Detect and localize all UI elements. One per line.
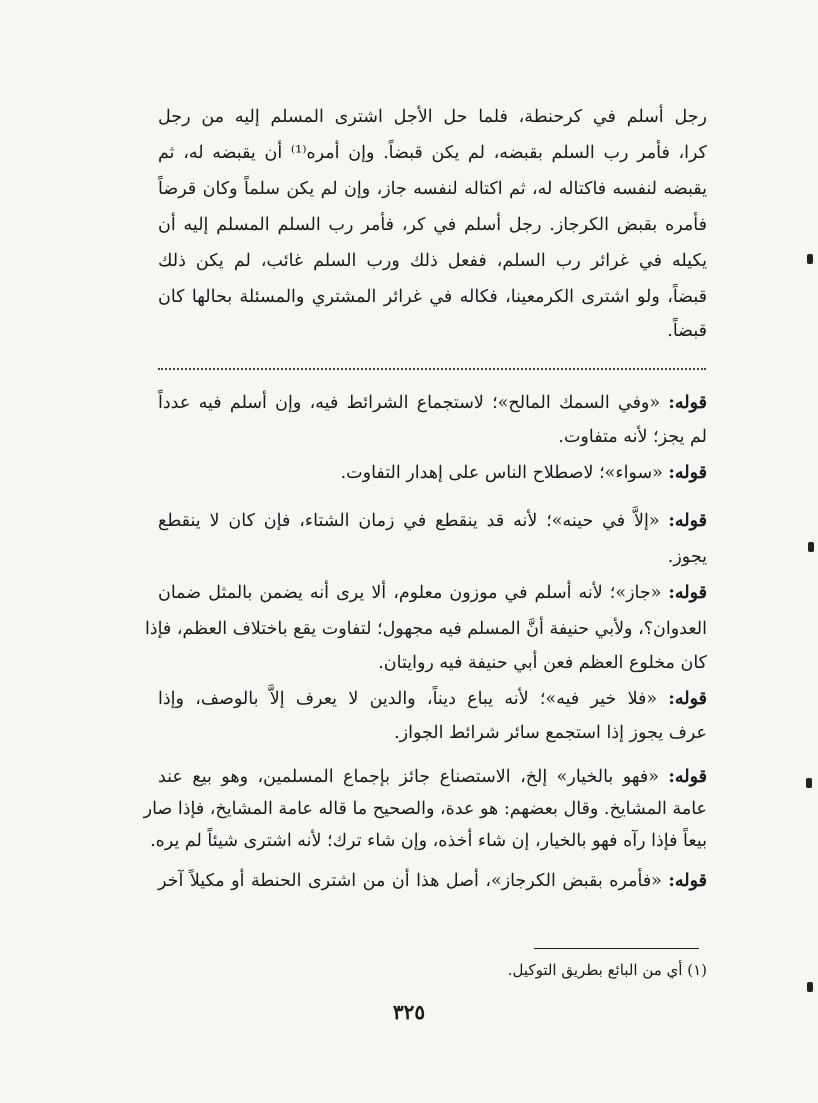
commentary-text: يجوز. bbox=[667, 547, 707, 567]
commentary-text: «سواء»؛ لاصطلاح الناس على إهدار التفاوت. bbox=[340, 463, 669, 483]
commentary-text: «وفي السمك المالح»؛ لاستجماع الشرائط فيه، وإن أسلم فيه عدداً bbox=[158, 393, 669, 413]
commentary-line bbox=[150, 830, 707, 852]
commentary-line bbox=[378, 652, 707, 674]
commentary-line bbox=[158, 688, 707, 710]
commentary-text: «جاز»؛ لأنه أسلم في موزون معلوم، ألا يرى أنه يضمن بالمثل ضمان bbox=[158, 583, 669, 603]
commentary-keyword: قوله: bbox=[668, 767, 707, 787]
commentary-line bbox=[158, 510, 707, 532]
commentary-text: عامة المشايخ. وقال بعضهم: هو عدة، والصحيح ما قاله عامة المشايخ، فإذا صار bbox=[143, 799, 707, 819]
commentary-keyword: قوله: bbox=[668, 689, 707, 709]
main-text-line: كرا، فأمر رب السلم بقبضه، لم يكن قبضاً. وإن أمره⁽¹⁾ أن يقبضه له، ثم bbox=[158, 143, 707, 163]
commentary-keyword: قوله: bbox=[668, 871, 707, 891]
scan-mark bbox=[807, 982, 813, 992]
commentary-text: «فأمره بقبض الكرجاز»، أصل هذا أن من اشترى الحنطة أو مكيلاً آخر bbox=[158, 871, 669, 891]
commentary-text: العدوان؟، ولأبي حنيفة أنَّ المسلم فيه مجهول؛ لتفاوت يقع باختلاف العظم، فإذا bbox=[144, 619, 707, 639]
commentary-text: بيعاً فإذا رآه فهو بالخيار، إن شاء أخذه، وإن شاء ترك؛ لأنه اشترى شيئاً لم يره. bbox=[150, 831, 707, 851]
scan-mark bbox=[806, 778, 812, 788]
main-text-line: يقبضه لنفسه فاكتاله له، ثم اكتاله لنفسه جاز، وإن لم يكن سلماً وكان قرضاً bbox=[158, 179, 707, 199]
main-text-line: يكيله في غرائر رب السلم، ففعل ذلك ورب السلم غائب، لم يكن ذلك bbox=[158, 251, 707, 271]
commentary-line bbox=[143, 798, 707, 820]
commentary-text: لم يجز؛ لأنه متفاوت. bbox=[558, 427, 707, 447]
commentary-line bbox=[158, 766, 707, 788]
page-number: ٣٢٥ bbox=[392, 1000, 426, 1024]
commentary-line bbox=[144, 618, 707, 640]
commentary-text: «إلاَّ في حينه»؛ لأنه قد ينقطع في زمان الشتاء، فإن كان لا ينقطع bbox=[158, 511, 669, 531]
commentary-line bbox=[158, 870, 707, 892]
section-divider bbox=[158, 368, 706, 370]
main-text-line: فأمره بقبض الكرجاز. رجل أسلم في كر، فأمر رب السلم المسلم إليه أن bbox=[158, 215, 707, 235]
commentary-line bbox=[158, 582, 707, 604]
commentary-line bbox=[668, 546, 707, 568]
commentary-line bbox=[558, 426, 707, 448]
footnote-rule bbox=[534, 948, 699, 949]
scan-mark bbox=[807, 254, 813, 264]
main-text-line: قبضاً، ولو اشترى الكرمعينا، فكاله في غرائر المشتري والمسئلة بحالها كان bbox=[158, 287, 707, 307]
commentary-text: عرف يجوز إذا استجمع سائر شرائط الجواز. bbox=[394, 723, 707, 743]
scan-mark bbox=[808, 542, 814, 552]
commentary-line bbox=[158, 392, 707, 414]
commentary-line bbox=[394, 722, 707, 744]
commentary-keyword: قوله: bbox=[668, 463, 707, 483]
commentary-keyword: قوله: bbox=[668, 583, 707, 603]
commentary-line bbox=[341, 462, 707, 484]
commentary-text: «فلا خير فيه»؛ لأنه يباع ديناً، والدين لا يعرف إلاَّ بالوصف، وإذا bbox=[158, 689, 669, 709]
commentary-keyword: قوله: bbox=[668, 393, 707, 413]
commentary-keyword: قوله: bbox=[668, 511, 707, 531]
commentary-text: كان مخلوع العظم فعن أبي حنيفة فيه روايتان. bbox=[378, 653, 707, 673]
main-text-line: رجل أسلم في كرحنطة، فلما حل الأجل اشترى المسلم إليه من رجل bbox=[158, 107, 707, 127]
footnote: (١) أي من البائع بطريق التوكيل. bbox=[507, 961, 707, 979]
main-text-line: قبضاً. bbox=[667, 321, 707, 341]
commentary-text: «فهو بالخيار» إلخ، الاستصناع جائز بإجماع المسلمين، وهو بيع عند bbox=[158, 767, 669, 787]
